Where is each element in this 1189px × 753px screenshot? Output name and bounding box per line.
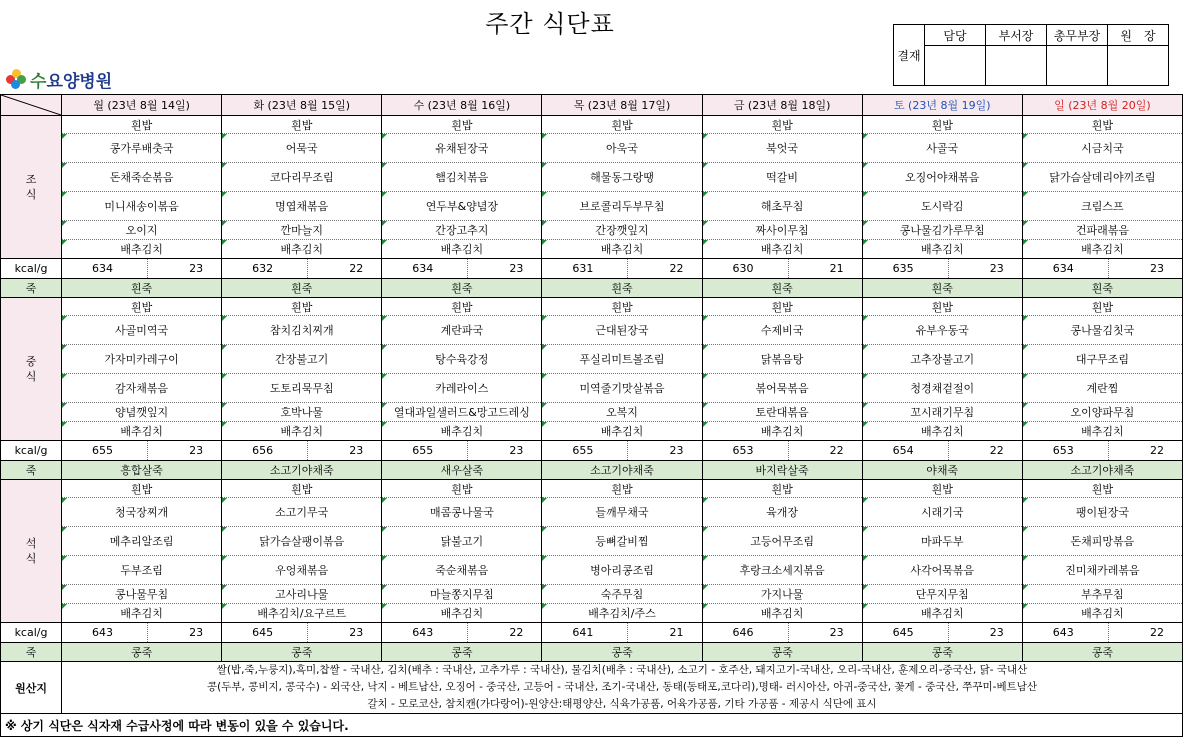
porridge-item: 콩죽	[542, 643, 702, 662]
kcal-value: 645	[863, 623, 949, 642]
menu-item: 브로콜리두부무침	[542, 192, 702, 221]
menu-item: 사골미역국	[62, 316, 222, 345]
menu-item: 닭가슴살데리야끼조림	[1022, 163, 1182, 192]
menu-item: 흰밥	[222, 298, 382, 316]
kcal-value: 645	[222, 623, 308, 642]
porridge-item: 콩죽	[1022, 643, 1182, 662]
menu-item: 배추김치/요구르트	[222, 604, 382, 623]
menu-item: 배추김치	[862, 604, 1022, 623]
protein-value: 23	[1150, 262, 1165, 275]
porridge-item: 야채죽	[862, 461, 1022, 480]
porridge-item: 콩죽	[702, 643, 862, 662]
menu-item: 사골국	[862, 134, 1022, 163]
menu-item: 닭볶음탕	[702, 345, 862, 374]
porridge-item: 콩죽	[222, 643, 382, 662]
menu-item: 해초무침	[702, 192, 862, 221]
protein-value: 23	[189, 444, 204, 457]
porridge-item: 소고기야채죽	[1022, 461, 1182, 480]
menu-item: 부추무침	[1022, 585, 1182, 604]
menu-item: 배추김치/주스	[542, 604, 702, 623]
menu-item: 우엉채볶음	[222, 556, 382, 585]
menu-item: 배추김치	[222, 422, 382, 441]
menu-item: 흰밥	[702, 480, 862, 498]
porridge-label: 죽	[1, 643, 62, 662]
menu-row	[1, 298, 1183, 316]
kcal-cell	[862, 441, 1022, 461]
kcal-value: 634	[1023, 259, 1109, 278]
protein-value: 21	[829, 262, 844, 275]
menu-item: 육개장	[702, 498, 862, 527]
menu-item: 배추김치	[382, 604, 542, 623]
hospital-logo	[6, 68, 112, 90]
menu-item: 가지나물	[702, 585, 862, 604]
menu-item: 배추김치	[382, 240, 542, 259]
menu-row	[1, 221, 1183, 240]
origin-line: 콩(두부, 콩비지, 콩국수) - 외국산, 낙지 - 베트남산, 오징어 - 중국산, 고등어 - 국내산, 조기-국내산, 동태(동태포,코다리),명태- 러시아산, 아귀-중국산, 꽃게 - 중국산, 쭈꾸미-베트남산	[206, 681, 1038, 693]
menu-item: 마파두부	[862, 527, 1022, 556]
menu-item: 흰밥	[702, 116, 862, 134]
menu-row	[1, 403, 1183, 422]
menu-item: 흰밥	[382, 116, 542, 134]
protein-value: 23	[349, 626, 364, 639]
menu-item: 가자미카레구이	[62, 345, 222, 374]
kcal-value: 654	[863, 441, 949, 460]
menu-item: 푸실리미트볼조림	[542, 345, 702, 374]
menu-row	[1, 422, 1183, 441]
menu-item: 열대과일샐러드&망고드레싱	[382, 403, 542, 422]
protein-value: 23	[989, 262, 1004, 275]
kcal-cell	[382, 623, 542, 643]
menu-item: 흰밥	[542, 298, 702, 316]
menu-row	[1, 556, 1183, 585]
menu-item: 간장깻잎지	[542, 221, 702, 240]
porridge-row	[1, 643, 1183, 662]
menu-row	[1, 316, 1183, 345]
kcal-value: 656	[222, 441, 308, 460]
protein-value: 23	[189, 262, 204, 275]
menu-item: 콩나물김가루무침	[862, 221, 1022, 240]
kcal-value: 635	[863, 259, 949, 278]
protein-value: 23	[349, 444, 364, 457]
menu-item: 배추김치	[62, 422, 222, 441]
menu-item: 깐마늘지	[222, 221, 382, 240]
menu-item: 배추김치	[542, 422, 702, 441]
approval-role: 담당	[925, 25, 986, 46]
menu-item: 유부우동국	[862, 316, 1022, 345]
kcal-value: 630	[703, 259, 789, 278]
menu-item: 흰밥	[862, 298, 1022, 316]
origin-label: 원산지	[1, 662, 62, 714]
protein-value: 22	[829, 444, 844, 457]
approval-label: 결재	[894, 25, 925, 86]
origin-line: 갈치 - 모로코산, 참치캔(가다랑어)-원양산:태평양산, 식육가공품, 어육가공품, 기타 가공품 - 제공시 식단에 표시	[367, 698, 877, 710]
menu-item: 연두부&양념장	[382, 192, 542, 221]
kcal-cell	[542, 441, 702, 461]
protein-value: 23	[509, 444, 524, 457]
menu-item: 수제비국	[702, 316, 862, 345]
kcal-cell	[1022, 441, 1182, 461]
menu-item: 진미채카레볶음	[1022, 556, 1182, 585]
porridge-item: 소고기야채죽	[542, 461, 702, 480]
menu-item: 떡갈비	[702, 163, 862, 192]
menu-item: 흰밥	[62, 298, 222, 316]
signature-box[interactable]	[925, 46, 986, 86]
porridge-item: 흰죽	[62, 279, 222, 298]
menu-item: 유채된장국	[382, 134, 542, 163]
kcal-value: 655	[62, 441, 148, 460]
menu-item: 숙주무침	[542, 585, 702, 604]
menu-item: 닭불고기	[382, 527, 542, 556]
origin-row	[1, 662, 1183, 714]
menu-item: 배추김치	[1022, 422, 1182, 441]
menu-item: 소고기무국	[222, 498, 382, 527]
corner-cell	[1, 95, 62, 116]
approval-box	[893, 24, 1169, 86]
menu-item: 짜사이무침	[702, 221, 862, 240]
kcal-cell	[222, 623, 382, 643]
menu-item: 돈채피망볶음	[1022, 527, 1182, 556]
porridge-item: 바지락살죽	[702, 461, 862, 480]
porridge-row	[1, 461, 1183, 480]
menu-item: 배추김치	[62, 240, 222, 259]
origin-line: 쌀(밥,죽,누룽지),흑미,찹쌀 - 국내산, 김치(배추 : 국내산, 고추가루 : 국내산), 물김치(배추 : 국내산), 소고기 - 호주산, 돼지고기-국내산, 오리-국내산, 훈제오리-중국산, 닭- 국내산	[216, 664, 1028, 676]
flower-logo-icon	[6, 69, 28, 89]
menu-item: 탕수육강정	[382, 345, 542, 374]
menu-item: 배추김치	[702, 240, 862, 259]
menu-item: 도토리묵무침	[222, 374, 382, 403]
porridge-label: 죽	[1, 461, 62, 480]
protein-value: 22	[669, 262, 684, 275]
protein-value: 23	[189, 626, 204, 639]
menu-item: 오징어야채볶음	[862, 163, 1022, 192]
kcal-cell	[1022, 623, 1182, 643]
day-header: 화 (23년 8월 15일)	[222, 95, 382, 116]
porridge-item: 흰죽	[382, 279, 542, 298]
menu-item: 꼬시래기무침	[862, 403, 1022, 422]
kcal-value: 631	[542, 259, 628, 278]
menu-item: 흰밥	[702, 298, 862, 316]
page-title: 주간 식단표	[485, 10, 615, 38]
menu-item: 호박나물	[222, 403, 382, 422]
menu-item: 매콤콩나물국	[382, 498, 542, 527]
menu-item: 고추장불고기	[862, 345, 1022, 374]
menu-item: 해물동그랑땡	[542, 163, 702, 192]
menu-item: 두부조림	[62, 556, 222, 585]
kcal-cell	[862, 623, 1022, 643]
menu-item: 흰밥	[1022, 480, 1182, 498]
approval-role: 원 장	[1108, 25, 1169, 46]
menu-item: 닭가슴살팽이볶음	[222, 527, 382, 556]
menu-item: 청경채겉절이	[862, 374, 1022, 403]
kcal-value: 632	[222, 259, 308, 278]
menu-item: 계란파국	[382, 316, 542, 345]
day-header: 수 (23년 8월 16일)	[382, 95, 542, 116]
menu-item: 콩나물무침	[62, 585, 222, 604]
note-row	[1, 714, 1183, 737]
kcal-value: 643	[1023, 623, 1109, 642]
kcal-value: 634	[382, 259, 468, 278]
signature-box[interactable]	[1047, 46, 1108, 86]
kcal-value: 655	[382, 441, 468, 460]
day-header: 월 (23년 8월 14일)	[62, 95, 222, 116]
menu-item: 도시락김	[862, 192, 1022, 221]
menu-item: 간장불고기	[222, 345, 382, 374]
kcal-value: 634	[62, 259, 148, 278]
menu-item: 양념깻잎지	[62, 403, 222, 422]
porridge-row	[1, 279, 1183, 298]
menu-item: 흰밥	[222, 116, 382, 134]
porridge-item: 콩죽	[862, 643, 1022, 662]
menu-row	[1, 604, 1183, 623]
protein-value: 22	[509, 626, 524, 639]
kcal-value: 646	[703, 623, 789, 642]
menu-item: 배추김치	[382, 422, 542, 441]
kcal-cell	[702, 441, 862, 461]
signature-box[interactable]	[986, 46, 1047, 86]
menu-item: 배추김치	[62, 604, 222, 623]
menu-item: 감자채볶음	[62, 374, 222, 403]
menu-row	[1, 345, 1183, 374]
kcal-cell	[222, 259, 382, 279]
kcal-cell	[382, 259, 542, 279]
protein-value: 23	[829, 626, 844, 639]
menu-item: 배추김치	[542, 240, 702, 259]
menu-item: 배추김치	[862, 240, 1022, 259]
menu-item: 간장고추지	[382, 221, 542, 240]
menu-item: 참치김치찌개	[222, 316, 382, 345]
menu-item: 어묵국	[222, 134, 382, 163]
hospital-name-part1: 수	[30, 71, 47, 92]
menu-item: 흰밥	[62, 480, 222, 498]
menu-row	[1, 134, 1183, 163]
menu-item: 오복지	[542, 403, 702, 422]
menu-item: 시금치국	[1022, 134, 1182, 163]
menu-row	[1, 240, 1183, 259]
menu-item: 미니새송이볶음	[62, 192, 222, 221]
protein-value: 21	[669, 626, 684, 639]
protein-value: 23	[669, 444, 684, 457]
menu-row	[1, 480, 1183, 498]
kcal-cell	[542, 623, 702, 643]
kcal-cell	[382, 441, 542, 461]
menu-row	[1, 527, 1183, 556]
kcal-cell	[1022, 259, 1182, 279]
menu-item: 계란찜	[1022, 374, 1182, 403]
kcal-cell	[702, 259, 862, 279]
menu-row	[1, 116, 1183, 134]
menu-item: 햄김치볶음	[382, 163, 542, 192]
porridge-item: 콩죽	[62, 643, 222, 662]
kcal-value: 643	[62, 623, 148, 642]
menu-item: 흰밥	[1022, 298, 1182, 316]
menu-item: 흰밥	[862, 480, 1022, 498]
meal-label: 조 식	[1, 116, 62, 259]
menu-item: 메추리알조림	[62, 527, 222, 556]
menu-item: 볶어묵볶음	[702, 374, 862, 403]
menu-item: 죽순채볶음	[382, 556, 542, 585]
origin-info	[62, 662, 1183, 714]
weekly-menu-table	[0, 94, 1183, 737]
menu-row	[1, 498, 1183, 527]
menu-item: 배추김치	[222, 240, 382, 259]
menu-row	[1, 192, 1183, 221]
hospital-name-part2: 요양병원	[46, 71, 113, 92]
protein-value: 22	[349, 262, 364, 275]
day-header-row	[1, 95, 1183, 116]
menu-item: 마늘쫑지무침	[382, 585, 542, 604]
menu-item: 들깨무채국	[542, 498, 702, 527]
protein-value: 22	[1150, 626, 1165, 639]
kcal-row	[1, 259, 1183, 279]
menu-item: 시래기국	[862, 498, 1022, 527]
protein-value: 22	[1150, 444, 1165, 457]
kcal-cell	[62, 259, 222, 279]
kcal-cell	[862, 259, 1022, 279]
porridge-item: 흰죽	[702, 279, 862, 298]
menu-item: 병아리콩조림	[542, 556, 702, 585]
menu-item: 대구무조림	[1022, 345, 1182, 374]
menu-item: 고사리나물	[222, 585, 382, 604]
menu-item: 흰밥	[382, 298, 542, 316]
kcal-value: 653	[703, 441, 789, 460]
protein-value: 23	[509, 262, 524, 275]
day-header: 금 (23년 8월 18일)	[702, 95, 862, 116]
kcal-value: 653	[1023, 441, 1109, 460]
menu-item: 북엇국	[702, 134, 862, 163]
menu-item: 배추김치	[1022, 604, 1182, 623]
menu-item: 흰밥	[1022, 116, 1182, 134]
meal-label: 중 식	[1, 298, 62, 441]
kcal-row	[1, 623, 1183, 643]
menu-item: 배추김치	[702, 604, 862, 623]
notice-text: ※ 상기 식단은 식자재 수급사정에 따라 변동이 있을 수 있습니다.	[1, 714, 1183, 737]
day-header: 목 (23년 8월 17일)	[542, 95, 702, 116]
diagonal-line-icon	[1, 95, 61, 115]
menu-item: 배추김치	[862, 422, 1022, 441]
kcal-value: 655	[542, 441, 628, 460]
menu-item: 배추김치	[702, 422, 862, 441]
signature-box[interactable]	[1108, 46, 1169, 86]
kcal-cell	[222, 441, 382, 461]
menu-item: 배추김치	[1022, 240, 1182, 259]
menu-item: 팽이된장국	[1022, 498, 1182, 527]
protein-value: 23	[989, 626, 1004, 639]
approval-role: 부서장	[986, 25, 1047, 46]
menu-item: 흰밥	[222, 480, 382, 498]
menu-item: 카레라이스	[382, 374, 542, 403]
porridge-item: 흰죽	[542, 279, 702, 298]
menu-item: 아욱국	[542, 134, 702, 163]
meal-label: 석 식	[1, 480, 62, 623]
kcal-label: kcal/g	[1, 623, 62, 643]
porridge-item: 소고기야채죽	[222, 461, 382, 480]
kcal-label: kcal/g	[1, 259, 62, 279]
kcal-label: kcal/g	[1, 441, 62, 461]
kcal-cell	[62, 623, 222, 643]
kcal-cell	[62, 441, 222, 461]
menu-row	[1, 585, 1183, 604]
menu-item: 흰밥	[542, 480, 702, 498]
kcal-value: 641	[542, 623, 628, 642]
menu-item: 건파래볶음	[1022, 221, 1182, 240]
approval-role: 총무부장	[1047, 25, 1108, 46]
kcal-cell	[702, 623, 862, 643]
porridge-label: 죽	[1, 279, 62, 298]
kcal-value: 643	[382, 623, 468, 642]
menu-item: 코다리무조림	[222, 163, 382, 192]
menu-item: 흰밥	[862, 116, 1022, 134]
menu-item: 고등어무조림	[702, 527, 862, 556]
porridge-item: 흰죽	[1022, 279, 1182, 298]
menu-item: 돈채죽순볶음	[62, 163, 222, 192]
menu-item: 오이지	[62, 221, 222, 240]
porridge-item: 콩죽	[382, 643, 542, 662]
menu-item: 오이양파무침	[1022, 403, 1182, 422]
menu-item: 흰밥	[542, 116, 702, 134]
kcal-row	[1, 441, 1183, 461]
menu-item: 명엽채볶음	[222, 192, 382, 221]
day-header: 토 (23년 8월 19일)	[862, 95, 1022, 116]
menu-item: 토란대볶음	[702, 403, 862, 422]
menu-item: 근대된장국	[542, 316, 702, 345]
day-header: 일 (23년 8월 20일)	[1022, 95, 1182, 116]
protein-value: 22	[989, 444, 1004, 457]
porridge-item: 흰죽	[222, 279, 382, 298]
menu-item: 콩나물김칫국	[1022, 316, 1182, 345]
menu-row	[1, 163, 1183, 192]
menu-item: 후랑크소세지볶음	[702, 556, 862, 585]
porridge-item: 흥합살죽	[62, 461, 222, 480]
menu-item: 단무지무침	[862, 585, 1022, 604]
menu-item: 크림스프	[1022, 192, 1182, 221]
menu-item: 등뼈갈비찜	[542, 527, 702, 556]
menu-item: 콩가루배춧국	[62, 134, 222, 163]
porridge-item: 새우살죽	[382, 461, 542, 480]
menu-item: 사각어묵볶음	[862, 556, 1022, 585]
menu-row	[1, 374, 1183, 403]
kcal-cell	[542, 259, 702, 279]
menu-item: 흰밥	[382, 480, 542, 498]
menu-item: 흰밥	[62, 116, 222, 134]
menu-item: 미역줄기맛살볶음	[542, 374, 702, 403]
porridge-item: 흰죽	[862, 279, 1022, 298]
menu-item: 청국장찌개	[62, 498, 222, 527]
